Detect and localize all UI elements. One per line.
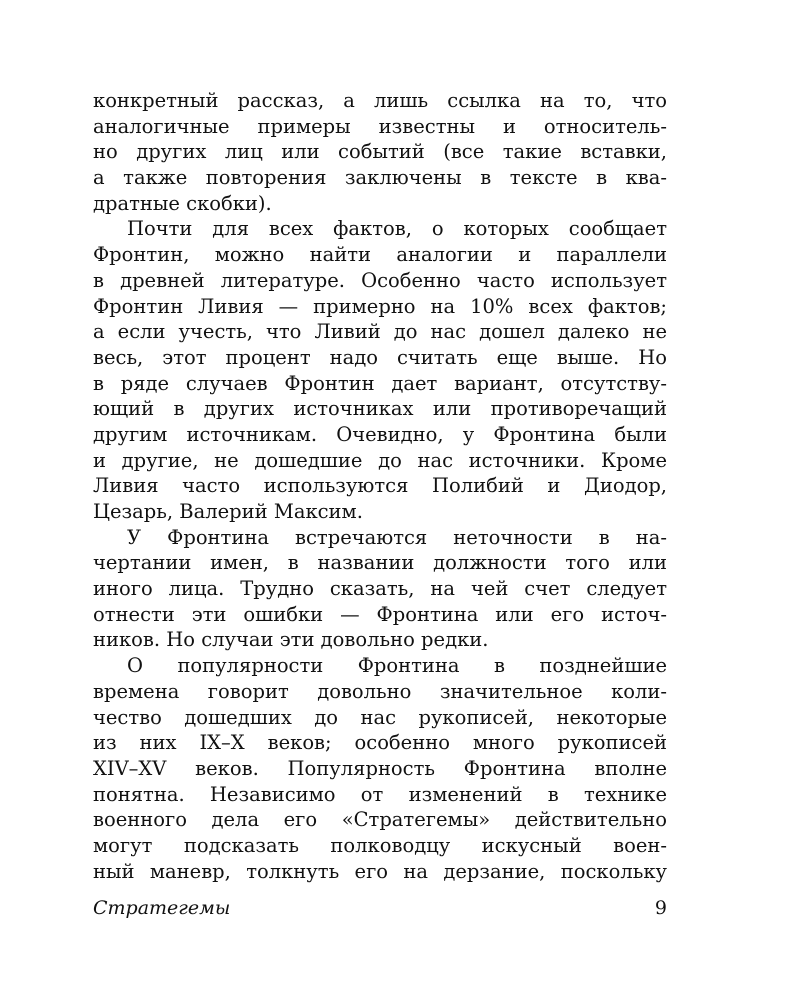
text-line: но других лиц или событий (все такие вставки, [93,140,667,164]
text-line: О популярности Фронтина в позднейшие [127,654,667,678]
text-line: а также повторения заключены в тексте в ква- [93,166,667,190]
running-title: Стратегемы [93,897,231,919]
text-line: аналогичные примеры известны и относитель- [93,114,667,138]
page-footer [93,895,667,921]
text-line: иного лица. Трудно сказать, на чей счет следует [93,577,667,601]
text-line: в древней литературе. Особенно часто использует [93,268,667,292]
text-line: ный маневр, толкнуть его на дерзание, поскольку [93,859,667,883]
text-line: в ряде случаев Фронтин дает вариант, отсутству- [93,371,667,395]
text-line: времена говорит довольно значительное коли- [93,679,667,703]
text-line: военного дела его «Стратегемы» действительно [93,808,667,832]
text-line: из них IX–X веков; особенно много рукописей [93,731,667,755]
text-line: понятна. Независимо от изменений в технике [93,782,667,806]
text-line: У Фронтина встречаются неточности в на- [127,525,667,549]
text-line: ников. Но случаи эти довольно редки. [93,628,489,652]
text-line: Почти для всех фактов, о которых сообщает [127,217,667,241]
text-line: другим источникам. Очевидно, у Фронтина были [93,422,667,446]
text-line: а если учесть, что Ливий до нас дошел далеко не [93,320,667,344]
page-number: 9 [654,897,667,919]
body-text [93,88,667,884]
text-line: конкретный рассказ, а лишь ссылка на то, что [93,89,667,112]
text-line: Ливия часто используются Полибий и Диодор, [93,474,667,498]
text-line: Цезарь, Валерий Максим. [93,500,363,523]
text-line: чество дошедших до нас рукописей, некоторые [93,705,667,729]
text-line: могут подсказать полководцу искусный воен- [93,833,667,857]
text-line: весь, этот процент надо считать еще выше. Но [93,345,667,369]
text-line: Фронтин, можно найти аналогии и параллели [93,243,667,267]
text-line: ющий в других источниках или противоречащий [93,397,667,421]
text-line: дратные скобки). [93,191,272,215]
text-line: отнести эти ошибки — Фронтина или его источ- [93,602,667,626]
text-line: чертании имен, в названии должности того или [93,551,667,575]
text-line: и другие, не дошедшие до нас источники. Кроме [93,448,667,472]
text-line: XIV–XV веков. Популярность Фронтина вполне [93,756,667,780]
text-line: Фронтин Ливия — примерно на 10% всех фактов; [93,294,667,318]
